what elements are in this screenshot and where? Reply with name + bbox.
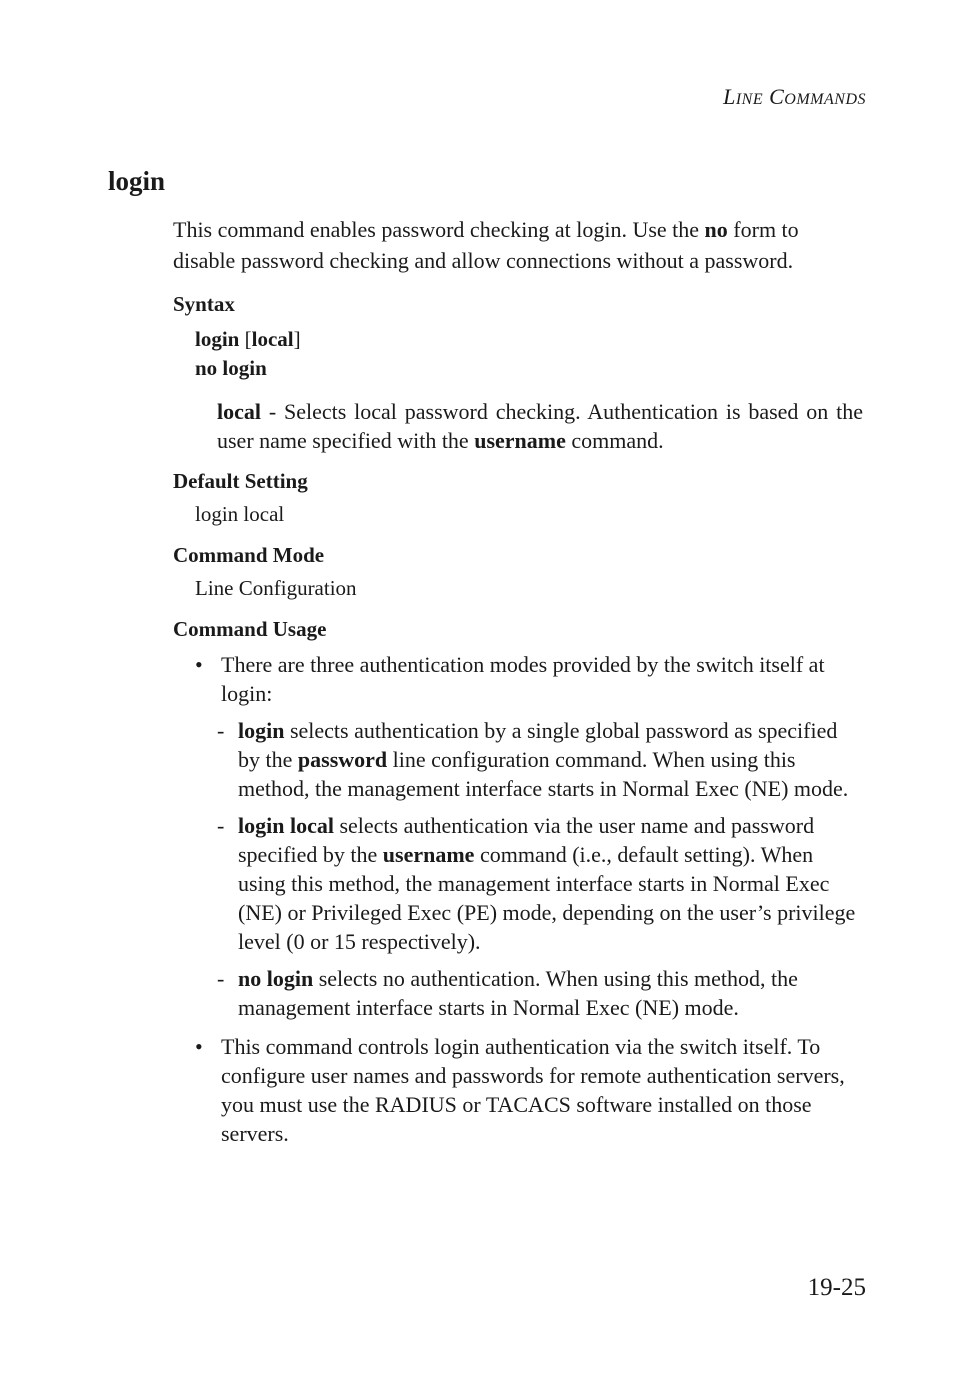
dash-icon: - xyxy=(217,813,225,838)
syntax-cmd: login xyxy=(195,327,240,351)
bullet-icon: • xyxy=(195,1034,203,1059)
syntax-bracket-close: ] xyxy=(293,327,301,351)
syntax-section xyxy=(173,292,873,455)
param-bold-username: username xyxy=(474,428,566,453)
param-desc-2: command. xyxy=(565,428,664,453)
param-desc-1: - Selects local password checking. Authentication is based on the user name specified with the xyxy=(217,399,863,453)
dash-1-text-1: selects authentication by a single global password as specified by the xyxy=(238,718,838,772)
command-mode-heading: Command Mode xyxy=(173,543,325,567)
syntax-arg: local xyxy=(251,327,294,351)
param-name: local xyxy=(217,399,261,424)
syntax-line-2: no login xyxy=(195,356,267,380)
default-setting-value: login local xyxy=(195,502,285,526)
intro-text-1: This command enables password checking at login. Use the xyxy=(173,217,705,242)
dash-2-text-1: selects authentication via the user name and password specified by the xyxy=(238,813,815,867)
intro-text-2: form to disable password checking and allow connections without a password. xyxy=(173,217,799,273)
header-first-rest: INE xyxy=(735,91,764,108)
header-second-rest: OMMANDS xyxy=(784,91,866,108)
intro-bold-no: no xyxy=(704,217,728,242)
bullet-1-text: There are three authentication modes provided by the switch itself at login: xyxy=(221,652,825,706)
header-second-cap: C xyxy=(769,84,785,109)
syntax-line-1 xyxy=(195,325,873,354)
page-title: login xyxy=(108,166,166,196)
main-content xyxy=(173,214,873,1148)
default-setting-heading: Default Setting xyxy=(173,469,308,493)
dash-2-bold-1: login local xyxy=(238,813,334,838)
running-header xyxy=(723,84,866,110)
dash-icon: - xyxy=(217,966,225,991)
auth-mode-login-local xyxy=(217,811,863,956)
command-mode-value: Line Configuration xyxy=(195,576,357,600)
dash-2-bold-2: username xyxy=(382,842,475,867)
page-number: 19-25 xyxy=(807,1274,866,1301)
dash-2-text-2: command (i.e., default setting). When using this method, the management interface starts in Normal Exec (NE) or Privileged Exec (PE) mode, depending on the user’s privilege level (0 or 15 respectively). xyxy=(238,842,856,954)
auth-mode-login xyxy=(217,716,863,803)
bullet-icon: • xyxy=(195,652,203,677)
command-usage-heading: Command Usage xyxy=(173,617,327,641)
syntax-bracket-open: [ xyxy=(239,327,252,351)
auth-mode-list xyxy=(217,716,867,1022)
header-first-cap: L xyxy=(723,84,736,109)
bullet-2-text: This command controls login authentication via the switch itself. To configure user names and passwords for remote authentication servers, you must use the RADIUS or TACACS software installed on those servers. xyxy=(221,1034,845,1146)
dash-icon: - xyxy=(217,718,225,743)
intro-paragraph xyxy=(173,214,863,276)
default-setting-section xyxy=(173,469,873,529)
usage-bullet-1 xyxy=(195,650,867,1022)
dash-1-text-2: line configuration command. When using this method, the management interface starts in Normal Exec (NE) mode. xyxy=(238,747,849,801)
dash-3-text-1: selects no authentication. When using this method, the management interface starts in Normal Exec (NE) mode. xyxy=(238,966,798,1020)
syntax-param-desc xyxy=(217,397,863,455)
auth-mode-no-login xyxy=(217,964,863,1022)
command-usage-section xyxy=(173,617,873,1148)
command-mode-section xyxy=(173,543,873,603)
usage-bullet-2 xyxy=(195,1032,867,1148)
syntax-heading: Syntax xyxy=(173,292,235,316)
usage-list xyxy=(195,650,873,1148)
dash-3-bold-1: no login xyxy=(238,966,314,991)
dash-1-bold-1: login xyxy=(238,718,285,743)
dash-1-bold-2: password xyxy=(297,747,388,772)
